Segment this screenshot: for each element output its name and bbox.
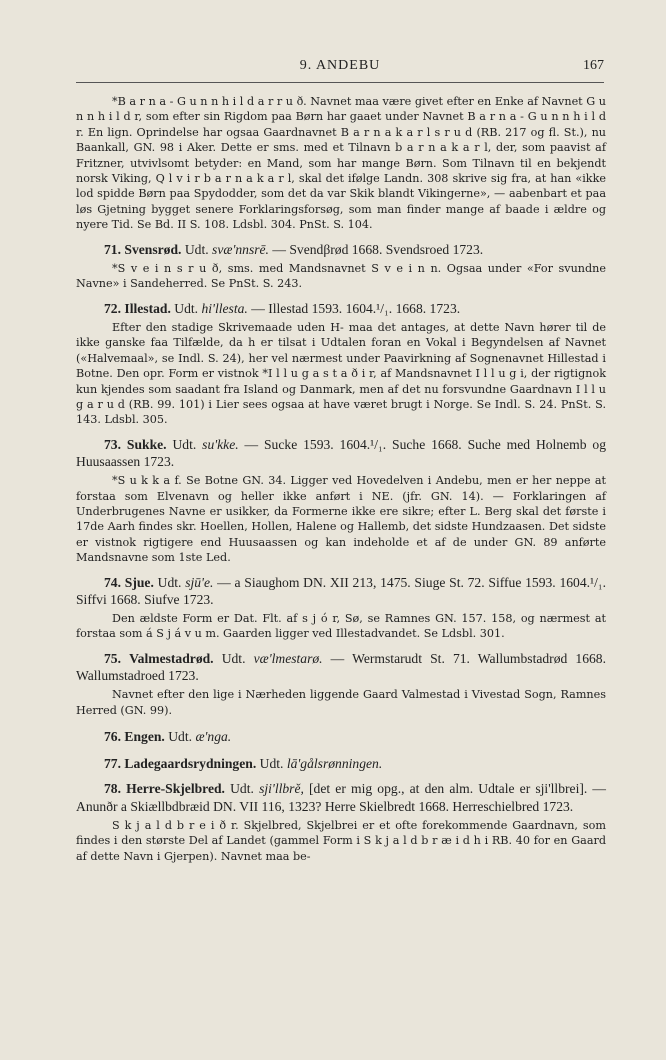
note-72: Efter den stadige Skrivemaade uden H- maa det antages, at dette Navn hører til de ikke ganske faa Tilfælde, da h er tilsat i Udtalen foran en Vokal i Begyndelsen af Navnet («Halvemaal», se Indl. S. 24), her vel nærmest under Paavirkning af Sognenavnet Hillestad i Botne. Den opr. Form er vistnok *I l l u g a s t a ð i r, af Mandsnavnet I l l u g i, der rigtignok kun kjendes som saadant fra Island og Danmark, men af det nu forsvundne Gaardnavn I l l u g a r u d (RB. 99. 101) i Lier sees ogsaa at have været brugt i Norge. Se Indl. S. 24. PnSt. S. 143. Ldsbl. 305. [76,320,606,427]
entry-73: 73. Sukke. Udt. su'kke. — Sucke 1593. 1604.¹/₁. Suche 1668. Suche med Holnemb og Huusaassen 1723. [76,436,607,469]
entry-78: 78. Herre-Skjelbred. Udt. sji'llbrĕ, [det er mig opg., at den alm. Udtale er sji'llbrei]. — Anunðr a Skiællbdbræid DN. VII 116, 1323? Herre Skielbredt 1668. Herreschielbred 1723. [76,781,607,814]
entry-76: 76. Engen. Udt. æ'nga. [104,729,232,744]
header-rule [76,82,604,83]
page-header [76,58,604,78]
page-number: 167 [583,58,604,73]
note-78: S k j a l d b r e i ð r. Skjelbred, Skjelbrei er et ofte forekommende Gaardnavn, som findes i den største Del af Landet (gammel Form i S k j a l d b r æ i d h i RB. 40 for en Gaard af dette Navn i Gjerpen). Navnet maa be- [76,818,606,863]
chapter-title: 9. ANDEBU [299,58,381,73]
note-74: Den ældste Form er Dat. Flt. af s j ó r, Sø, se Ramnes GN. 157. 158, og nærmest at forstaa som á S j á v u m. Gaarden ligger ved Illestadvandet. Se Ldsbl. 301. [76,611,606,641]
note-71: *S v e i n s r u ð, sms. med Mandsnavnet S v e i n n. Ogsaa under «For svundne Navne» i Sandeherred. Se PnSt. S. 243. [76,261,606,291]
entry-75: 75. Valmestadrød. Udt. væ'lmestarø. — Wermstarudt St. 71. Wallumbstadrød 1668. Wallumstadroed 1723. [76,650,606,683]
entry-72: 72. Illestad. Udt. hi'llesta. — Illestad 1593. 1604.¹/₁. 1668. 1723. [104,300,461,316]
note-73: *S u k k a f. Se Botne GN. 34. Ligger ved Hovedelven i Andebu, men er her neppe at forstaa som Elvenavn og heller ikke anført i NE. (jfr. GN. 14). — Forklaringen af Underbrugenes Navne er usikker, da Formerne ikke ere sikre; efter L. Berg skal det første i 17de Aarh findes skr. Hoellen, Hollen, Halene og Hallemb, det sidste Hundzaasen. Det sidste er vistnok rigtigere end Huusaassen og kan indeholde et af de under GN. 89 anførte Mandsnavne som 1ste Led. [76,474,606,565]
intro-paragraph: *B a r n a - G u n n h i l d a r r u ð. Navnet maa være givet efter en Enke af Navnet G u n n h i l d r, som efter sin Rigdom paa Børn har gaaet under Navnet B a r n a - G u n n h i l d r. En lign. Oprindelse har ogsaa Gaardnavnet B a r n a k a r l s r u d (RB. 217 og fl. St.), nu Baankall, GN. 98 i Aker. Dette er sms. med et Tilnavn b a r n a k a r l, der, som paavist af Fritzner, utvivlsomt betyder: en Mand, som har mange Børn. Som Tilnavn til en bekjendt norsk Viking, Q l v i r b a r n a k a r l, skal det ifølge Landn. 308 skrive sig fra, at han «ikke lod spidde Børn paa Spydodder, som det da var Skik blandt Vikingerne», — aabenbart et paa løs Gjetning bygget senere Forklaringsforsøg, som man finder mange af baade i ældre og nyere Tid. Se Bd. II S. 108. Ldsbl. 304. PnSt. S. 104. [76,95,606,232]
note-75: Navnet efter den lige i Nærheden liggende Gaard Valmestad i Vivestad Sogn, Ramnes Herred (GN. 99). [76,688,606,717]
entry-71: 71. Svensrød. Udt. svæ'nnsrē. — Svendβrød 1668. Svendsroed 1723. [104,241,484,257]
entry-74: 74. Sjue. Udt. sjū'e. — a Siaughom DN. XII 213, 1475. Siuge St. 72. Siffue 1593. 1604.¹/₁. Siffvi 1668. Siufve 1723. [76,574,607,607]
page-body [76,94,606,864]
entry-77: 77. Ladegaardsrydningen. Udt. lā'gålsrønningen. [104,756,383,772]
